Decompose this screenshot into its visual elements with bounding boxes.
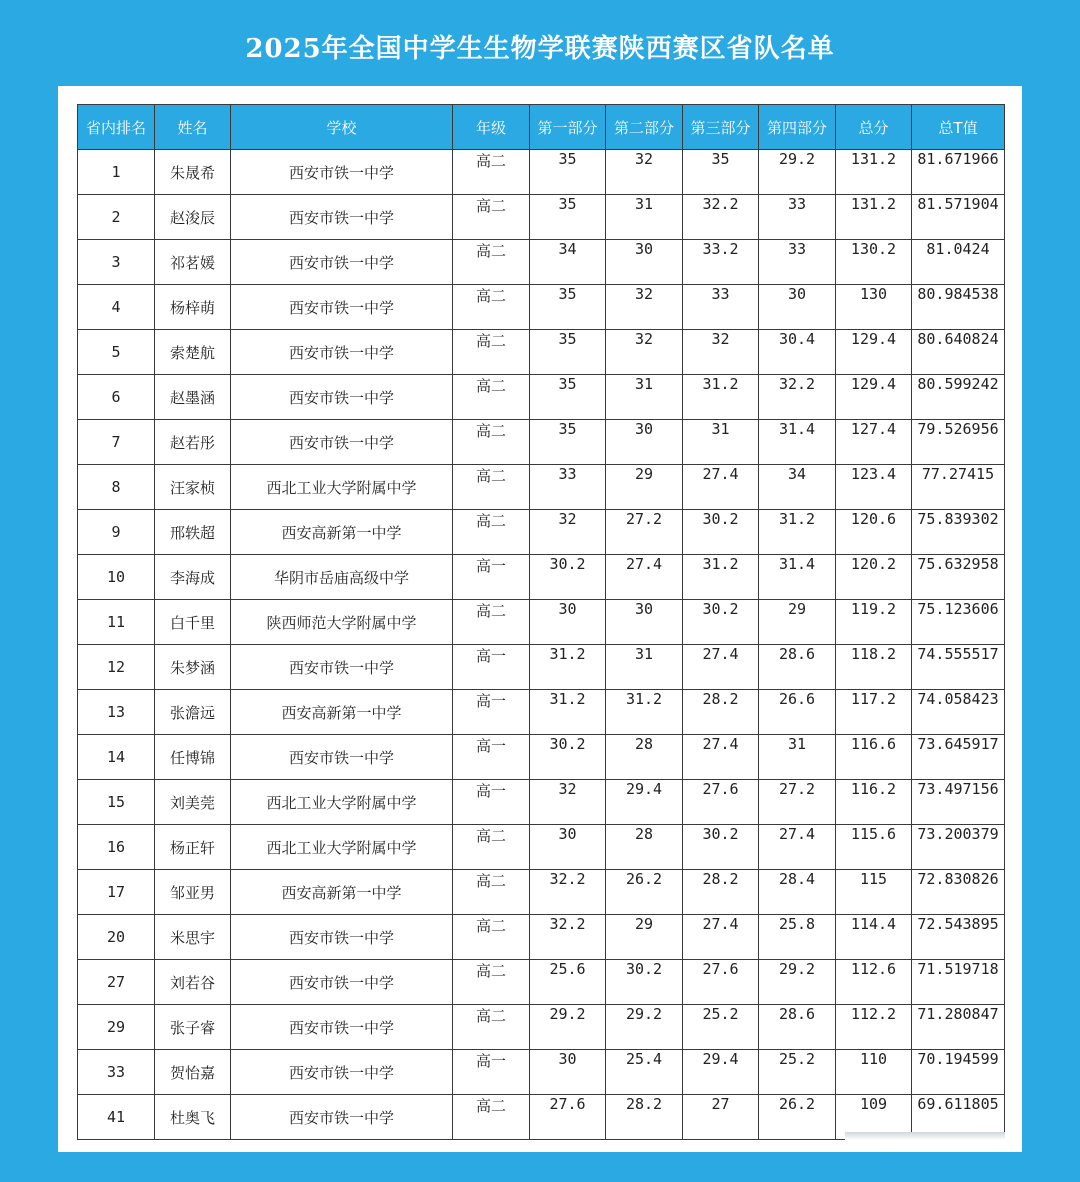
cell-total: 115 xyxy=(836,870,912,915)
cell-school: 西安市铁一中学 xyxy=(231,645,453,690)
cell-part3: 32.2 xyxy=(683,195,759,240)
cell-part1: 30.2 xyxy=(530,555,606,600)
cell-grade: 高二 xyxy=(453,960,530,1005)
col-header-name: 姓名 xyxy=(155,105,231,150)
cell-part4: 29.2 xyxy=(759,960,836,1005)
cell-total: 123.4 xyxy=(836,465,912,510)
cell-grade: 高一 xyxy=(453,780,530,825)
cell-part4: 31.4 xyxy=(759,555,836,600)
cell-part3: 27.4 xyxy=(683,735,759,780)
table-row xyxy=(78,195,1005,240)
cell-part4: 33 xyxy=(759,240,836,285)
table-row xyxy=(78,600,1005,645)
cell-school: 西安市铁一中学 xyxy=(231,285,453,330)
cell-grade: 高二 xyxy=(453,330,530,375)
cell-part2: 27.4 xyxy=(606,555,683,600)
cell-part4: 26.2 xyxy=(759,1095,836,1140)
cell-rank: 15 xyxy=(78,780,155,825)
cell-total: 116.2 xyxy=(836,780,912,825)
cell-grade: 高二 xyxy=(453,420,530,465)
cell-t-value: 71.280847 xyxy=(912,1005,1005,1050)
cell-name: 赵浚辰 xyxy=(155,195,231,240)
cell-name: 贺怡嘉 xyxy=(155,1050,231,1095)
cell-part3: 33 xyxy=(683,285,759,330)
cell-t-value: 75.839302 xyxy=(912,510,1005,555)
cell-total: 119.2 xyxy=(836,600,912,645)
cell-part2: 25.4 xyxy=(606,1050,683,1095)
cell-grade: 高二 xyxy=(453,915,530,960)
cell-t-value: 72.543895 xyxy=(912,915,1005,960)
cell-part2: 28 xyxy=(606,735,683,780)
cell-school: 西安高新第一中学 xyxy=(231,690,453,735)
cell-part3: 27.6 xyxy=(683,960,759,1005)
col-header-total: 总分 xyxy=(836,105,912,150)
cell-total: 110 xyxy=(836,1050,912,1095)
cell-name: 朱梦涵 xyxy=(155,645,231,690)
cell-total: 130 xyxy=(836,285,912,330)
cell-total: 120.2 xyxy=(836,555,912,600)
cell-rank: 27 xyxy=(78,960,155,1005)
cell-t-value: 80.984538 xyxy=(912,285,1005,330)
cell-t-value: 81.0424 xyxy=(912,240,1005,285)
cell-part2: 31 xyxy=(606,375,683,420)
cell-rank: 8 xyxy=(78,465,155,510)
cell-part3: 27.4 xyxy=(683,465,759,510)
cell-grade: 高二 xyxy=(453,600,530,645)
cell-t-value: 73.645917 xyxy=(912,735,1005,780)
cell-part2: 28 xyxy=(606,825,683,870)
cell-rank: 5 xyxy=(78,330,155,375)
cell-t-value: 75.632958 xyxy=(912,555,1005,600)
cell-part1: 35 xyxy=(530,195,606,240)
cell-part4: 26.6 xyxy=(759,690,836,735)
cell-part2: 29.2 xyxy=(606,1005,683,1050)
cell-part2: 30 xyxy=(606,600,683,645)
cell-grade: 高二 xyxy=(453,285,530,330)
cell-name: 杨正轩 xyxy=(155,825,231,870)
table-row xyxy=(78,285,1005,330)
cell-part2: 29.4 xyxy=(606,780,683,825)
cell-t-value: 74.555517 xyxy=(912,645,1005,690)
cell-name: 杨梓萌 xyxy=(155,285,231,330)
cell-part4: 32.2 xyxy=(759,375,836,420)
roster-body xyxy=(78,150,1005,1140)
cell-grade: 高一 xyxy=(453,735,530,780)
cell-school: 西安高新第一中学 xyxy=(231,510,453,555)
col-header-part2: 第二部分 xyxy=(606,105,683,150)
cell-part3: 28.2 xyxy=(683,690,759,735)
cell-grade: 高二 xyxy=(453,375,530,420)
cell-part4: 31 xyxy=(759,735,836,780)
cell-school: 西北工业大学附属中学 xyxy=(231,780,453,825)
cell-name: 杜奥飞 xyxy=(155,1095,231,1140)
table-row xyxy=(78,1005,1005,1050)
cell-school: 西安市铁一中学 xyxy=(231,150,453,195)
cell-part1: 35 xyxy=(530,330,606,375)
cell-school: 西安市铁一中学 xyxy=(231,330,453,375)
cell-grade: 高二 xyxy=(453,1095,530,1140)
cell-name: 任博锦 xyxy=(155,735,231,780)
page-title: 2025年全国中学生生物学联赛陕西赛区省队名单 xyxy=(245,34,835,64)
cell-part3: 25.2 xyxy=(683,1005,759,1050)
cell-rank: 11 xyxy=(78,600,155,645)
cell-total: 118.2 xyxy=(836,645,912,690)
cell-t-value: 77.27415 xyxy=(912,465,1005,510)
table-row xyxy=(78,420,1005,465)
cell-rank: 20 xyxy=(78,915,155,960)
cell-name: 李海成 xyxy=(155,555,231,600)
cell-part2: 31.2 xyxy=(606,690,683,735)
cell-total: 112.2 xyxy=(836,1005,912,1050)
cell-part4: 25.2 xyxy=(759,1050,836,1095)
cell-t-value: 69.611805 xyxy=(912,1095,1005,1140)
cell-part2: 29 xyxy=(606,915,683,960)
table-row xyxy=(78,870,1005,915)
cell-t-value: 80.599242 xyxy=(912,375,1005,420)
cell-grade: 高二 xyxy=(453,465,530,510)
cell-part3: 33.2 xyxy=(683,240,759,285)
cell-part1: 31.2 xyxy=(530,690,606,735)
cell-rank: 14 xyxy=(78,735,155,780)
cell-grade: 高一 xyxy=(453,645,530,690)
cell-school: 华阴市岳庙高级中学 xyxy=(231,555,453,600)
cell-total: 120.6 xyxy=(836,510,912,555)
cell-rank: 13 xyxy=(78,690,155,735)
cell-total: 116.6 xyxy=(836,735,912,780)
cell-part4: 27.2 xyxy=(759,780,836,825)
cell-grade: 高二 xyxy=(453,510,530,555)
cell-rank: 9 xyxy=(78,510,155,555)
table-row xyxy=(78,240,1005,285)
cell-part3: 30.2 xyxy=(683,510,759,555)
cell-name: 刘若谷 xyxy=(155,960,231,1005)
cell-rank: 7 xyxy=(78,420,155,465)
cell-part1: 29.2 xyxy=(530,1005,606,1050)
cell-part2: 31 xyxy=(606,645,683,690)
cell-part1: 34 xyxy=(530,240,606,285)
cell-part2: 29 xyxy=(606,465,683,510)
cell-part1: 30 xyxy=(530,1050,606,1095)
cell-part1: 30 xyxy=(530,600,606,645)
header-row xyxy=(78,105,1005,150)
cell-t-value: 73.497156 xyxy=(912,780,1005,825)
cell-part3: 29.4 xyxy=(683,1050,759,1095)
cell-school: 西安市铁一中学 xyxy=(231,420,453,465)
col-header-part3: 第三部分 xyxy=(683,105,759,150)
cell-grade: 高二 xyxy=(453,1005,530,1050)
table-row xyxy=(78,1050,1005,1095)
cell-school: 西安高新第一中学 xyxy=(231,870,453,915)
cell-part3: 27 xyxy=(683,1095,759,1140)
cell-part2: 32 xyxy=(606,285,683,330)
cell-school: 西安市铁一中学 xyxy=(231,1050,453,1095)
cell-t-value: 79.526956 xyxy=(912,420,1005,465)
cell-t-value: 80.640824 xyxy=(912,330,1005,375)
cell-rank: 10 xyxy=(78,555,155,600)
cell-school: 西北工业大学附属中学 xyxy=(231,465,453,510)
cell-part3: 31 xyxy=(683,420,759,465)
col-header-part4: 第四部分 xyxy=(759,105,836,150)
cell-name: 张澹远 xyxy=(155,690,231,735)
cell-school: 西安市铁一中学 xyxy=(231,375,453,420)
cell-total: 129.4 xyxy=(836,375,912,420)
table-row xyxy=(78,330,1005,375)
cell-school: 西安市铁一中学 xyxy=(231,915,453,960)
cell-part4: 28.6 xyxy=(759,645,836,690)
cell-grade: 高二 xyxy=(453,825,530,870)
cell-part2: 30 xyxy=(606,420,683,465)
cell-t-value: 73.200379 xyxy=(912,825,1005,870)
cell-part1: 32 xyxy=(530,780,606,825)
cell-part1: 35 xyxy=(530,420,606,465)
cell-name: 邢轶超 xyxy=(155,510,231,555)
col-header-part1: 第一部分 xyxy=(530,105,606,150)
col-header-rank: 省内排名 xyxy=(78,105,155,150)
cell-name: 祁茗媛 xyxy=(155,240,231,285)
table-row xyxy=(78,150,1005,195)
cell-part1: 32.2 xyxy=(530,915,606,960)
cell-school: 西安市铁一中学 xyxy=(231,240,453,285)
cell-total: 129.4 xyxy=(836,330,912,375)
cell-part4: 29.2 xyxy=(759,150,836,195)
cell-part1: 30.2 xyxy=(530,735,606,780)
cell-part1: 32 xyxy=(530,510,606,555)
cell-part3: 27.4 xyxy=(683,915,759,960)
cell-rank: 1 xyxy=(78,150,155,195)
table-row xyxy=(78,960,1005,1005)
cell-grade: 高二 xyxy=(453,195,530,240)
cell-name: 白千里 xyxy=(155,600,231,645)
cell-school: 西安市铁一中学 xyxy=(231,1005,453,1050)
cell-rank: 12 xyxy=(78,645,155,690)
table-row xyxy=(78,780,1005,825)
table-row xyxy=(78,510,1005,555)
cell-school: 西安市铁一中学 xyxy=(231,1095,453,1140)
cell-total: 115.6 xyxy=(836,825,912,870)
cell-part1: 30 xyxy=(530,825,606,870)
cell-t-value: 81.671966 xyxy=(912,150,1005,195)
cell-total: 131.2 xyxy=(836,150,912,195)
cell-part4: 30 xyxy=(759,285,836,330)
table-row xyxy=(78,555,1005,600)
cell-part2: 28.2 xyxy=(606,1095,683,1140)
cell-part3: 31.2 xyxy=(683,555,759,600)
cell-t-value: 72.830826 xyxy=(912,870,1005,915)
table-row xyxy=(78,465,1005,510)
cell-part4: 28.4 xyxy=(759,870,836,915)
cell-part4: 28.6 xyxy=(759,1005,836,1050)
table-row xyxy=(78,375,1005,420)
cell-grade: 高二 xyxy=(453,240,530,285)
col-header-t-value: 总T值 xyxy=(912,105,1005,150)
cell-part2: 26.2 xyxy=(606,870,683,915)
table-row xyxy=(78,735,1005,780)
cell-name: 赵若彤 xyxy=(155,420,231,465)
cell-name: 邹亚男 xyxy=(155,870,231,915)
cell-rank: 33 xyxy=(78,1050,155,1095)
col-header-school: 学校 xyxy=(231,105,453,150)
cell-part4: 33 xyxy=(759,195,836,240)
cell-t-value: 75.123606 xyxy=(912,600,1005,645)
cell-grade: 高一 xyxy=(453,1050,530,1095)
cell-part4: 29 xyxy=(759,600,836,645)
table-row xyxy=(78,645,1005,690)
cell-part2: 30.2 xyxy=(606,960,683,1005)
table-row xyxy=(78,915,1005,960)
cell-t-value: 71.519718 xyxy=(912,960,1005,1005)
cell-part1: 31.2 xyxy=(530,645,606,690)
cell-rank: 41 xyxy=(78,1095,155,1140)
cell-t-value: 74.058423 xyxy=(912,690,1005,735)
cell-total: 109 xyxy=(836,1095,912,1140)
cell-t-value: 81.571904 xyxy=(912,195,1005,240)
cell-grade: 高一 xyxy=(453,690,530,735)
cell-school: 西安市铁一中学 xyxy=(231,735,453,780)
cell-grade: 高二 xyxy=(453,150,530,195)
cell-grade: 高一 xyxy=(453,555,530,600)
cell-part3: 27.4 xyxy=(683,645,759,690)
cell-part3: 28.2 xyxy=(683,870,759,915)
cell-rank: 3 xyxy=(78,240,155,285)
cell-rank: 2 xyxy=(78,195,155,240)
cell-part1: 27.6 xyxy=(530,1095,606,1140)
cell-grade: 高二 xyxy=(453,870,530,915)
cell-name: 朱晟希 xyxy=(155,150,231,195)
cell-rank: 4 xyxy=(78,285,155,330)
cell-part4: 30.4 xyxy=(759,330,836,375)
cell-part4: 27.4 xyxy=(759,825,836,870)
cell-school: 陕西师范大学附属中学 xyxy=(231,600,453,645)
page-shadow xyxy=(845,1132,1005,1140)
cell-name: 刘美莞 xyxy=(155,780,231,825)
cell-total: 112.6 xyxy=(836,960,912,1005)
cell-part1: 35 xyxy=(530,150,606,195)
cell-part3: 31.2 xyxy=(683,375,759,420)
cell-part3: 35 xyxy=(683,150,759,195)
cell-part4: 34 xyxy=(759,465,836,510)
cell-school: 西北工业大学附属中学 xyxy=(231,825,453,870)
cell-part4: 25.8 xyxy=(759,915,836,960)
cell-rank: 17 xyxy=(78,870,155,915)
cell-part4: 31.2 xyxy=(759,510,836,555)
cell-rank: 6 xyxy=(78,375,155,420)
cell-part2: 32 xyxy=(606,330,683,375)
cell-rank: 16 xyxy=(78,825,155,870)
cell-total: 131.2 xyxy=(836,195,912,240)
cell-part2: 31 xyxy=(606,195,683,240)
col-header-grade: 年级 xyxy=(453,105,530,150)
cell-part3: 27.6 xyxy=(683,780,759,825)
cell-total: 114.4 xyxy=(836,915,912,960)
cell-part1: 35 xyxy=(530,375,606,420)
cell-school: 西安市铁一中学 xyxy=(231,195,453,240)
roster-table xyxy=(77,104,1005,1140)
cell-name: 赵墨涵 xyxy=(155,375,231,420)
table-row xyxy=(78,690,1005,735)
cell-part3: 32 xyxy=(683,330,759,375)
cell-name: 汪家桢 xyxy=(155,465,231,510)
cell-part1: 33 xyxy=(530,465,606,510)
cell-t-value: 70.194599 xyxy=(912,1050,1005,1095)
cell-total: 117.2 xyxy=(836,690,912,735)
cell-part2: 27.2 xyxy=(606,510,683,555)
cell-part1: 35 xyxy=(530,285,606,330)
cell-name: 索楚航 xyxy=(155,330,231,375)
cell-school: 西安市铁一中学 xyxy=(231,960,453,1005)
cell-total: 127.4 xyxy=(836,420,912,465)
cell-part1: 25.6 xyxy=(530,960,606,1005)
table-row xyxy=(78,825,1005,870)
cell-part3: 30.2 xyxy=(683,600,759,645)
cell-part1: 32.2 xyxy=(530,870,606,915)
cell-name: 张子睿 xyxy=(155,1005,231,1050)
cell-part2: 30 xyxy=(606,240,683,285)
cell-name: 米思宇 xyxy=(155,915,231,960)
cell-part4: 31.4 xyxy=(759,420,836,465)
cell-part2: 32 xyxy=(606,150,683,195)
cell-total: 130.2 xyxy=(836,240,912,285)
cell-part3: 30.2 xyxy=(683,825,759,870)
cell-rank: 29 xyxy=(78,1005,155,1050)
